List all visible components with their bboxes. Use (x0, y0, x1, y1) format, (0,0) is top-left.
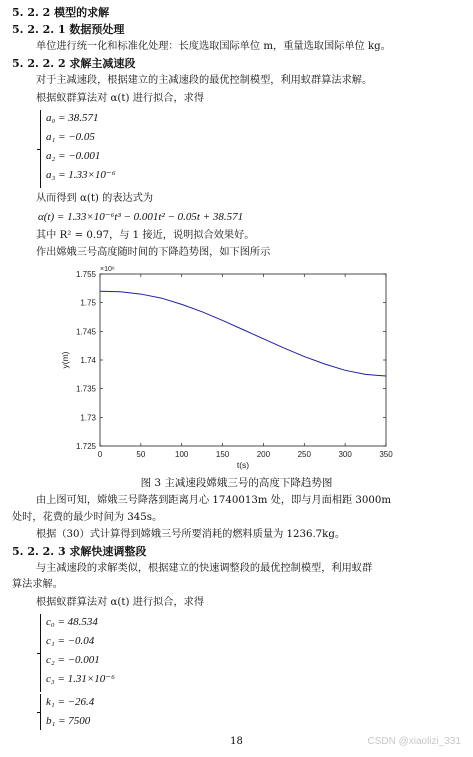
analysis-line-1: 由上图可知，嫦娥三号降落到距离月心 1740013m 处，即与月面相距 3000m (36, 495, 392, 506)
plot-frame (100, 274, 386, 446)
watermark: CSDN @xiaolizi_331 (367, 736, 461, 747)
eq-c1: c₁ = −0.04 (46, 635, 95, 647)
fit-intro-a: 根据蚁群算法对 α(t) 进行拟合，求得 (36, 93, 205, 104)
x-tick-label: 250 (297, 450, 311, 459)
main-paragraph: 对于主减速段，根据建立的主减速段的最优控制模型，利用蚁群算法求解。 (36, 75, 373, 86)
eq-a2: a₂ = −0.001 (46, 150, 101, 162)
preprocess-paragraph: 单位进行统一化和标准化处理：长度选取国际单位 m，重量选取国际单位 kg。 (36, 41, 391, 52)
x-tick-label: 150 (215, 450, 230, 459)
y-exponent-label: ×10⁶ (100, 266, 115, 273)
subsection-heading-fast: 5. 2. 2. 3 求解快速调整段 (12, 545, 147, 558)
eq-a1: a₁ = −0.05 (46, 131, 95, 143)
y-tick-label: 1.735 (75, 384, 96, 394)
brace-a (40, 110, 41, 188)
eq-a0: a₀ = 38.571 (46, 112, 99, 124)
y-axis-label: y(m) (60, 351, 70, 369)
section-heading: 5. 2. 2 模型的求解 (12, 6, 110, 19)
eq-k1: k₁ = −26.4 (46, 696, 95, 708)
y-tick-label: 1.73 (80, 413, 96, 423)
y-tick-label: 1.745 (75, 327, 96, 337)
eq-a3: a₃ = 1.33×10⁻⁶ (46, 169, 116, 181)
eq-b1: b₁ = 7500 (46, 715, 91, 727)
trend-paragraph: 作出嫦娥三号高度随时间的下降趋势图，如下图所示 (36, 247, 271, 258)
eq-c2: c₂ = −0.001 (46, 654, 100, 666)
x-tick-label: 100 (175, 450, 189, 459)
y-tick-label: 1.755 (75, 270, 96, 279)
fit-intro-c: 根据蚁群算法对 α(t) 进行拟合，求得 (36, 597, 205, 608)
r2-paragraph: 其中 R² = 0.97，与 1 接近，说明拟合效果好。 (36, 230, 255, 241)
eq-c0: c₀ = 48.534 (46, 616, 98, 628)
subsection-heading-main: 5. 2. 2. 2 求解主减速段 (12, 57, 136, 70)
x-axis-label: t(s) (236, 460, 250, 470)
figure-caption: 图 3 主减速段嫦娥三号的高度下降趋势图 (140, 477, 333, 489)
y-tick-label: 1.75 (80, 298, 96, 308)
fast-paragraph-1: 与主减速段的求解类似，根据建立的快速调整段的最优控制模型，利用蚁群 (36, 563, 373, 574)
x-tick-label: 50 (136, 450, 146, 459)
alpha-expression: α(t) = 1.33×10⁻⁶t³ − 0.001t² − 0.05t + 38.571 (38, 211, 244, 223)
fuel-paragraph: 根据（30）式计算得到嫦娥三号所要消耗的燃料质量为 1236.7kg。 (36, 529, 346, 540)
y-tick-label: 1.74 (80, 356, 96, 365)
page-number: 18 (230, 736, 243, 747)
x-tick-label: 200 (256, 450, 271, 459)
brace-kb (40, 694, 41, 730)
x-tick-label: 300 (338, 450, 352, 459)
fast-paragraph-2: 算法求解。 (12, 579, 63, 590)
analysis-line-2: 处时，花费的最少时间为 345s。 (12, 512, 163, 523)
height-trend-chart (56, 262, 406, 472)
expr-intro: 从而得到 α(t) 的表达式为 (36, 193, 154, 204)
eq-c3: c₃ = 1.31×10⁻⁶ (46, 673, 115, 685)
y-tick-label: 1.725 (75, 442, 96, 451)
x-tick-label: 350 (379, 450, 393, 459)
x-tick-label: 0 (97, 450, 103, 459)
subsection-heading-preprocess: 5. 2. 2. 1 数据预处理 (12, 23, 125, 36)
brace-c (40, 614, 41, 692)
